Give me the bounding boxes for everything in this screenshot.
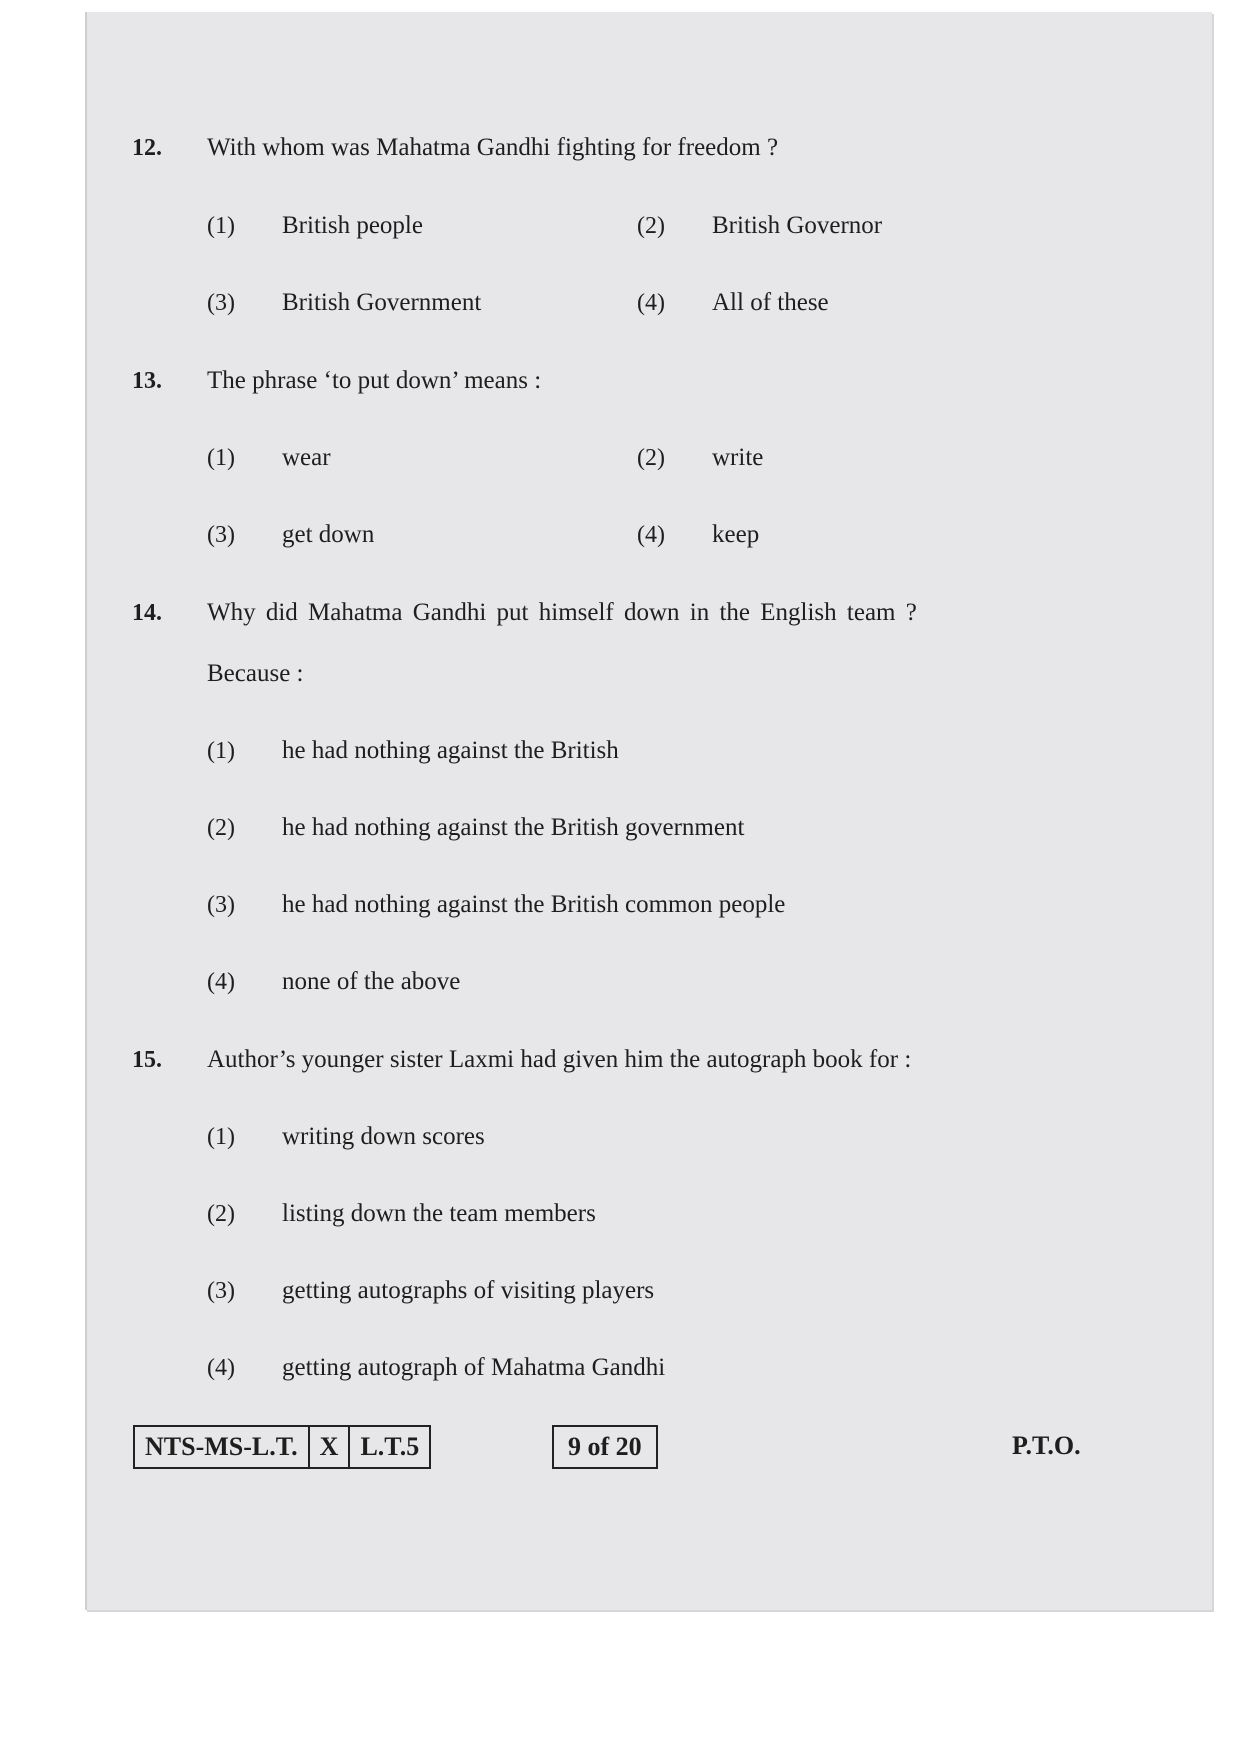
q12-option-3-number: (3) [207, 290, 235, 316]
q13-option-1-number: (1) [207, 445, 235, 471]
q13-option-2-number: (2) [637, 445, 665, 471]
q15-option-2-number: (2) [207, 1201, 235, 1227]
paper-code-class: X [310, 1427, 351, 1467]
question-14-number: 14. [132, 600, 162, 626]
q12-option-2-number: (2) [637, 213, 665, 239]
q13-option-3-number: (3) [207, 522, 235, 548]
q15-option-4-number: (4) [207, 1355, 235, 1381]
q13-option-4-text: keep [712, 521, 760, 548]
q12-option-4-number: (4) [637, 290, 665, 316]
q13-option-2-text: write [712, 444, 764, 471]
q14-option-4-number: (4) [207, 969, 235, 995]
question-14-subtext: Because : [207, 660, 304, 687]
q14-option-2-number: (2) [207, 815, 235, 841]
q14-option-3-number: (3) [207, 892, 235, 918]
paper-code-box [133, 1425, 431, 1469]
question-12-text: With whom was Mahatma Gandhi fighting for freedom ? [207, 134, 779, 161]
question-12-number: 12. [132, 135, 162, 161]
q15-option-4-text: getting autograph of Mahatma Gandhi [282, 1354, 666, 1381]
q14-option-3-text: he had nothing against the British common people [282, 891, 786, 918]
q12-option-1-number: (1) [207, 213, 235, 239]
paper-code-subject: L.T.5 [360, 1432, 420, 1461]
question-15-text: Author’s younger sister Laxmi had given him the autograph book for : [207, 1046, 912, 1073]
question-15-number: 15. [132, 1047, 162, 1073]
q14-option-4-text: none of the above [282, 968, 461, 995]
q15-option-1-text: writing down scores [282, 1123, 485, 1150]
q14-option-2-text: he had nothing against the British government [282, 814, 745, 841]
q13-option-1-text: wear [282, 444, 331, 471]
q12-option-1-text: British people [282, 212, 423, 239]
q12-option-2-text: British Governor [712, 212, 883, 239]
question-14-text: Why did Mahatma Gandhi put himself down in the English team ? [207, 599, 917, 626]
paper-code-series: NTS-MS-L.T. [135, 1427, 310, 1467]
q13-option-3-text: get down [282, 521, 375, 548]
q15-option-1-number: (1) [207, 1124, 235, 1150]
page-number-box: 9 of 20 [552, 1425, 658, 1469]
q12-option-3-text: British Government [282, 289, 482, 316]
q14-option-1-number: (1) [207, 738, 235, 764]
question-13-number: 13. [132, 368, 162, 394]
q14-option-1-text: he had nothing against the British [282, 737, 619, 764]
q13-option-4-number: (4) [637, 522, 665, 548]
q15-option-3-number: (3) [207, 1278, 235, 1304]
q15-option-2-text: listing down the team members [282, 1200, 596, 1227]
q15-option-3-text: getting autographs of visiting players [282, 1277, 655, 1304]
pto-label: P.T.O. [1012, 1431, 1081, 1460]
q12-option-4-text: All of these [712, 289, 829, 316]
question-13-text: The phrase ‘to put down’ means : [207, 367, 542, 394]
